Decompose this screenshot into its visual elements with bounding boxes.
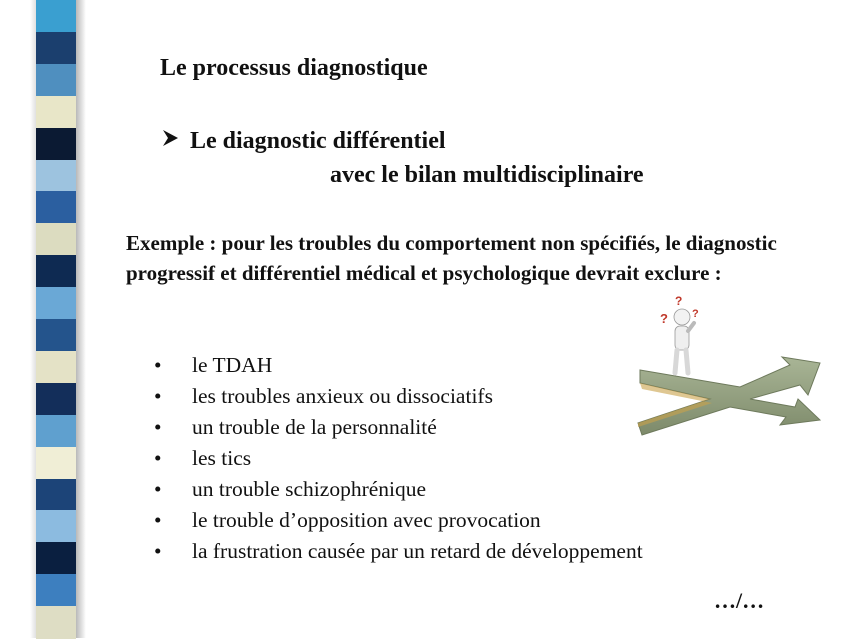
continuation-mark: …/… xyxy=(714,588,765,613)
stripe-band xyxy=(36,223,76,256)
stripe-band xyxy=(36,319,76,352)
stripe-band xyxy=(36,542,76,575)
stripe-band xyxy=(36,447,76,480)
subtitle-line2: avec le bilan multidisciplinaire xyxy=(330,162,644,188)
stripe-band xyxy=(36,32,76,65)
list-item: • la frustration causée par un retard de développement xyxy=(152,536,643,567)
slide-subtitle xyxy=(160,124,644,192)
stripe-band xyxy=(36,0,76,33)
example-paragraph: Exemple : pour les troubles du comportement non spécifiés, le diagnostic progressif et différentiel médical et psychologique devrait exclure : xyxy=(126,231,777,285)
stripe-band xyxy=(36,479,76,512)
svg-text:?: ? xyxy=(692,308,699,320)
list-item: • un trouble schizophrénique xyxy=(152,474,643,505)
crossroads-figure-icon xyxy=(630,295,825,440)
list-item: • un trouble de la personnalité xyxy=(152,412,643,443)
subtitle-line1: Le diagnostic différentiel xyxy=(190,128,446,154)
arrow-bullet-icon xyxy=(160,124,190,158)
stripe-band xyxy=(36,191,76,224)
list-item: • le trouble d’opposition avec provocation xyxy=(152,505,643,536)
stripe-band xyxy=(36,287,76,320)
svg-text:?: ? xyxy=(660,311,668,326)
stripe-band xyxy=(36,606,76,639)
decorative-stripe xyxy=(0,0,86,638)
exclusion-list xyxy=(152,350,643,567)
list-item: • les tics xyxy=(152,443,643,474)
list-item: • les troubles anxieux ou dissociatifs xyxy=(152,381,643,412)
stripe-band xyxy=(36,128,76,161)
stripe-band xyxy=(36,574,76,607)
stripe-band xyxy=(36,160,76,193)
slide-title: Le processus diagnostique xyxy=(160,55,428,81)
list-item: • le TDAH xyxy=(152,350,643,381)
stripe-band xyxy=(36,351,76,384)
svg-text:?: ? xyxy=(675,295,683,308)
stripe-band xyxy=(36,64,76,97)
stripe-band xyxy=(36,255,76,288)
stripe-band xyxy=(36,415,76,448)
stripe-band xyxy=(36,96,76,129)
stripe-band xyxy=(36,383,76,416)
stripe-band xyxy=(36,510,76,543)
